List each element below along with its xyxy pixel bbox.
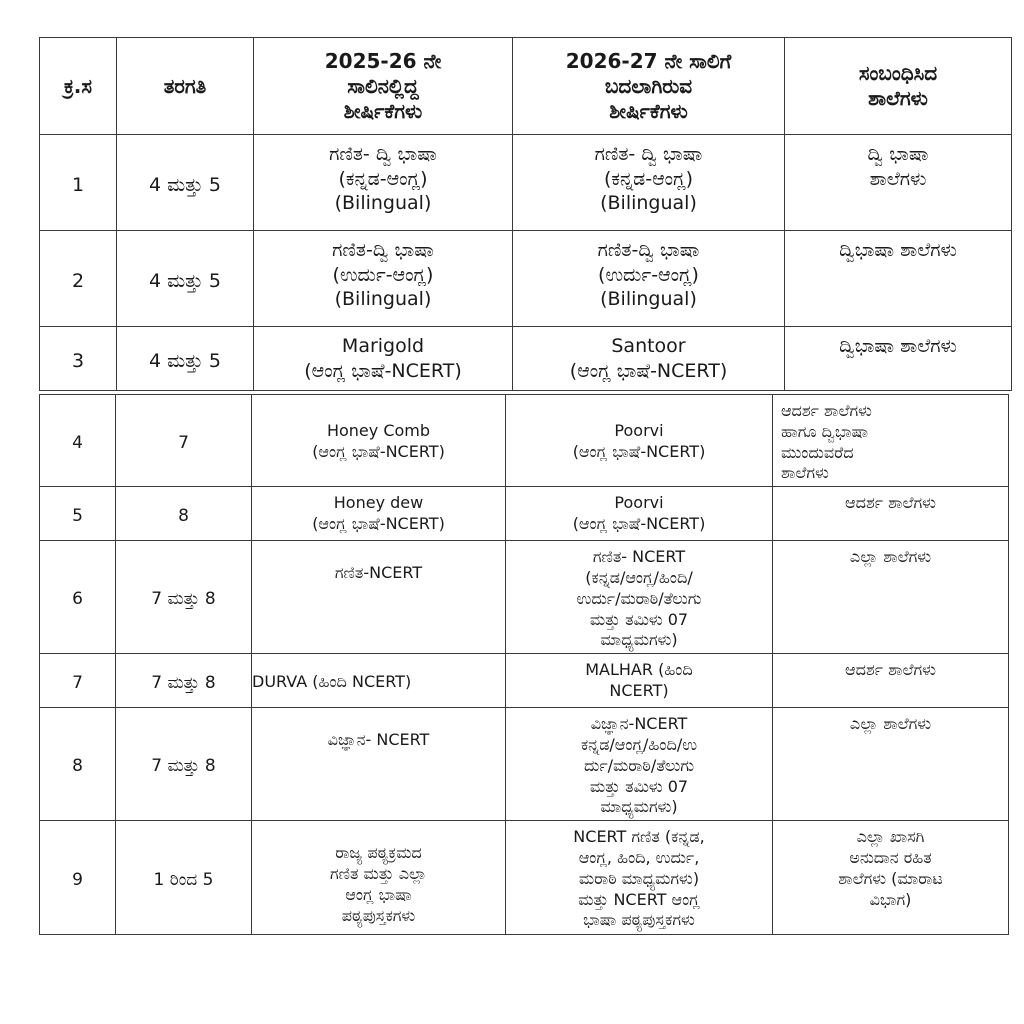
row-new-title: ಗಣಿತ- ದ್ವಿ ಭಾಷಾ (ಕನ್ನಡ-ಆಂಗ್ಲ) (Bilingual): [513, 135, 785, 231]
row-serial-number: 1: [40, 135, 117, 231]
row-new-title: ಗಣಿತ-ದ್ವಿ ಭಾಷಾ (ಉರ್ದು-ಆಂಗ್ಲ) (Bilingual): [513, 231, 785, 327]
row-schools: ದ್ವಿ ಭಾಷಾ ಶಾಲೆಗಳು: [785, 135, 1012, 231]
row-old-title: DURVA (ಹಿಂದಿ NCERT): [252, 654, 506, 708]
header-new-titles: 2026-27 ನೇ ಸಾಲಿಗೆ ಬದಲಾಗಿರುವ ಶೀರ್ಷಿಕೆಗಳು: [513, 38, 785, 135]
table-row: [40, 135, 1012, 231]
row-serial-number: 4: [40, 395, 116, 487]
row-schools: ಎಲ್ಲಾ ಖಾಸಗಿ ಅನುದಾನ ರಹಿತ ಶಾಲೆಗಳು (ಮಾರಾಟ ವಿಭಾಗ): [773, 821, 1009, 935]
row-schools: ದ್ವಿಭಾಷಾ ಶಾಲೆಗಳು: [785, 231, 1012, 327]
row-schools: ದ್ವಿಭಾಷಾ ಶಾಲೆಗಳು: [785, 327, 1012, 391]
row-new-title: Santoor (ಆಂಗ್ಲ ಭಾಷೆ-NCERT): [513, 327, 785, 391]
row-new-title: Poorvi (ಆಂಗ್ಲ ಭಾಷೆ-NCERT): [506, 395, 773, 487]
row-class: 7 ಮತ್ತು 8: [116, 654, 252, 708]
table-header-row: [40, 38, 1012, 135]
row-serial-number: 2: [40, 231, 117, 327]
table-row: [40, 487, 1009, 541]
row-schools: ಆದರ್ಶ ಶಾಲೆಗಳು ಹಾಗೂ ದ್ವಿಭಾಷಾ ಮುಂದುವರೆದ ಶಾಲೆಗಳು: [773, 395, 1009, 487]
row-serial-number: 6: [40, 541, 116, 654]
row-schools: ಆದರ್ಶ ಶಾಲೆಗಳು: [773, 654, 1009, 708]
header-serial-number: ಕ್ರ.ಸ: [40, 38, 117, 135]
row-class: 4 ಮತ್ತು 5: [117, 135, 254, 231]
row-new-title: Poorvi (ಆಂಗ್ಲ ಭಾಷೆ-NCERT): [506, 487, 773, 541]
row-old-title: Honey Comb (ಆಂಗ್ಲ ಭಾಷೆ-NCERT): [252, 395, 506, 487]
table-row: [40, 708, 1009, 821]
row-old-title: ವಿಜ್ಞಾನ- NCERT: [252, 708, 506, 821]
row-schools: ಎಲ್ಲಾ ಶಾಲೆಗಳು: [773, 541, 1009, 654]
row-serial-number: 8: [40, 708, 116, 821]
row-class: 7 ಮತ್ತು 8: [116, 541, 252, 654]
header-class: ತರಗತಿ: [117, 38, 254, 135]
row-schools: ಎಲ್ಲಾ ಶಾಲೆಗಳು: [773, 708, 1009, 821]
row-class: 4 ಮತ್ತು 5: [117, 327, 254, 391]
row-class: 4 ಮತ್ತು 5: [117, 231, 254, 327]
row-class: 8: [116, 487, 252, 541]
table-row: [40, 821, 1009, 935]
table-row: [40, 327, 1012, 391]
table-row: [40, 231, 1012, 327]
table-row: [40, 541, 1009, 654]
row-schools: ಆದರ್ಶ ಶಾಲೆಗಳು: [773, 487, 1009, 541]
row-old-title: Marigold (ಆಂಗ್ಲ ಭಾಷೆ-NCERT): [254, 327, 513, 391]
table-row: [40, 395, 1009, 487]
row-serial-number: 5: [40, 487, 116, 541]
row-old-title: ಗಣಿತ-NCERT: [252, 541, 506, 654]
row-new-title: ಗಣಿತ- NCERT (ಕನ್ನಡ/ಆಂಗ್ಲ/ಹಿಂದಿ/ ಉರ್ದು/ಮರಾಠಿ/ತೆಲುಗು ಮತ್ತು ತಮಿಳು 07 ಮಾಧ್ಯಮಗಳು): [506, 541, 773, 654]
row-class: 7 ಮತ್ತು 8: [116, 708, 252, 821]
row-new-title: ವಿಜ್ಞಾನ-NCERT ಕನ್ನಡ/ಆಂಗ್ಲ/ಹಿಂದಿ/ಉ ರ್ದು/ಮರಾಠಿ/ತೆಲುಗು ಮತ್ತು ತಮಿಳು 07 ಮಾಧ್ಯಮಗಳು): [506, 708, 773, 821]
row-serial-number: 7: [40, 654, 116, 708]
row-class: 1 ರಿಂದ 5: [116, 821, 252, 935]
row-old-title: ಗಣಿತ-ದ್ವಿ ಭಾಷಾ (ಉರ್ದು-ಆಂಗ್ಲ) (Bilingual): [254, 231, 513, 327]
row-serial-number: 3: [40, 327, 117, 391]
table-row: [40, 654, 1009, 708]
row-old-title: ಗಣಿತ- ದ್ವಿ ಭಾಷಾ (ಕನ್ನಡ-ಆಂಗ್ಲ) (Bilingual): [254, 135, 513, 231]
titles-table-part-2: [39, 394, 1009, 935]
header-related-schools: ಸಂಬಂಧಿಸಿದ ಶಾಲೆಗಳು: [785, 38, 1012, 135]
row-old-title: Honey dew (ಆಂಗ್ಲ ಭಾಷೆ-NCERT): [252, 487, 506, 541]
row-serial-number: 9: [40, 821, 116, 935]
row-old-title: ರಾಜ್ಯ ಪಠ್ಯಕ್ರಮದ ಗಣಿತ ಮತ್ತು ಎಲ್ಲಾ ಆಂಗ್ಲ ಭಾಷಾ ಪಠ್ಯಪುಸ್ತಕಗಳು: [252, 821, 506, 935]
titles-table-part-1: [39, 37, 1012, 391]
row-class: 7: [116, 395, 252, 487]
header-old-titles: 2025-26 ನೇ ಸಾಲಿನಲ್ಲಿದ್ದ ಶೀರ್ಷಿಕೆಗಳು: [254, 38, 513, 135]
row-new-title: NCERT ಗಣಿತ (ಕನ್ನಡ, ಆಂಗ್ಲ, ಹಿಂದಿ, ಉರ್ದು, ಮರಾಠಿ ಮಾಧ್ಯಮಗಳು) ಮತ್ತು NCERT ಆಂಗ್ಲ ಭಾಷಾ ಪಠ್ಯಪುಸ್ತಕಗಳು: [506, 821, 773, 935]
row-new-title: MALHAR (ಹಿಂದಿ NCERT): [506, 654, 773, 708]
